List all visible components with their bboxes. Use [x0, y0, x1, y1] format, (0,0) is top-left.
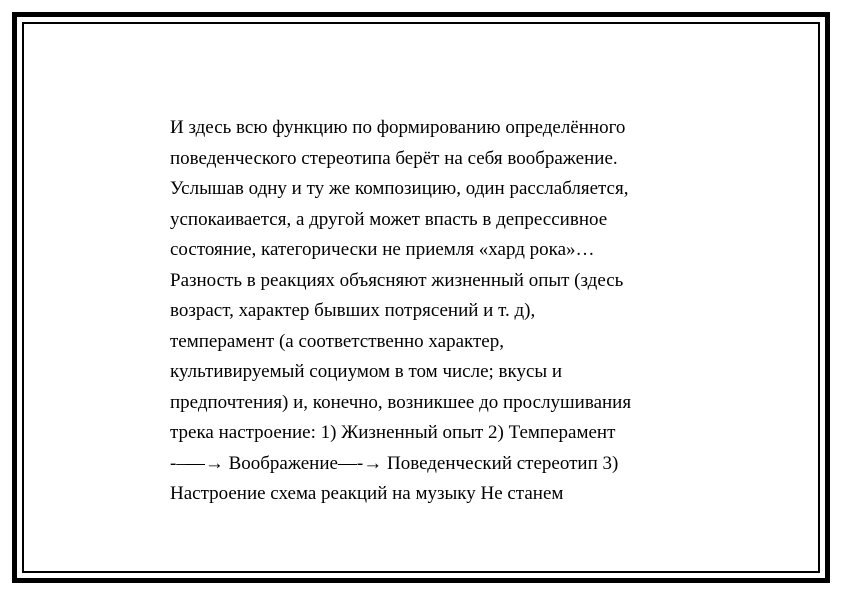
body-text [170, 113, 730, 510]
text-line: темперамент (а соответственно характер, [170, 330, 504, 352]
text-line: И здесь всю функцию по формированию определённого [170, 117, 626, 138]
text-line: Разность в реакциях объясняют жизненный опыт (здесь [170, 269, 624, 291]
text-line: трека настроение: 1) Жизненный опыт 2) Темперамент [170, 422, 616, 443]
text-line: Услышав одну и ту же композицию, один расслабляется, [170, 178, 629, 199]
text-line: предпочтения) и, конечно, возникшее до прослушивания [170, 391, 632, 413]
text-line: поведенческого стереотипа берёт на себя воображение. [170, 147, 618, 169]
text-line: -–—→ Воображение—-→ Поведенческий стереотип 3) [170, 452, 619, 474]
text-line: успокаивается, а другой может впасть в депрессивное [170, 208, 608, 230]
text-line: состояние, категорически не приемля «хард рока»… [170, 239, 595, 260]
text-line: Настроение схема реакций на музыку Не станем [170, 483, 564, 504]
text-line: культивируемый социумом в том числе; вкусы и [170, 361, 563, 382]
text-line: возраст, характер бывших потрясений и т. д), [170, 300, 536, 321]
